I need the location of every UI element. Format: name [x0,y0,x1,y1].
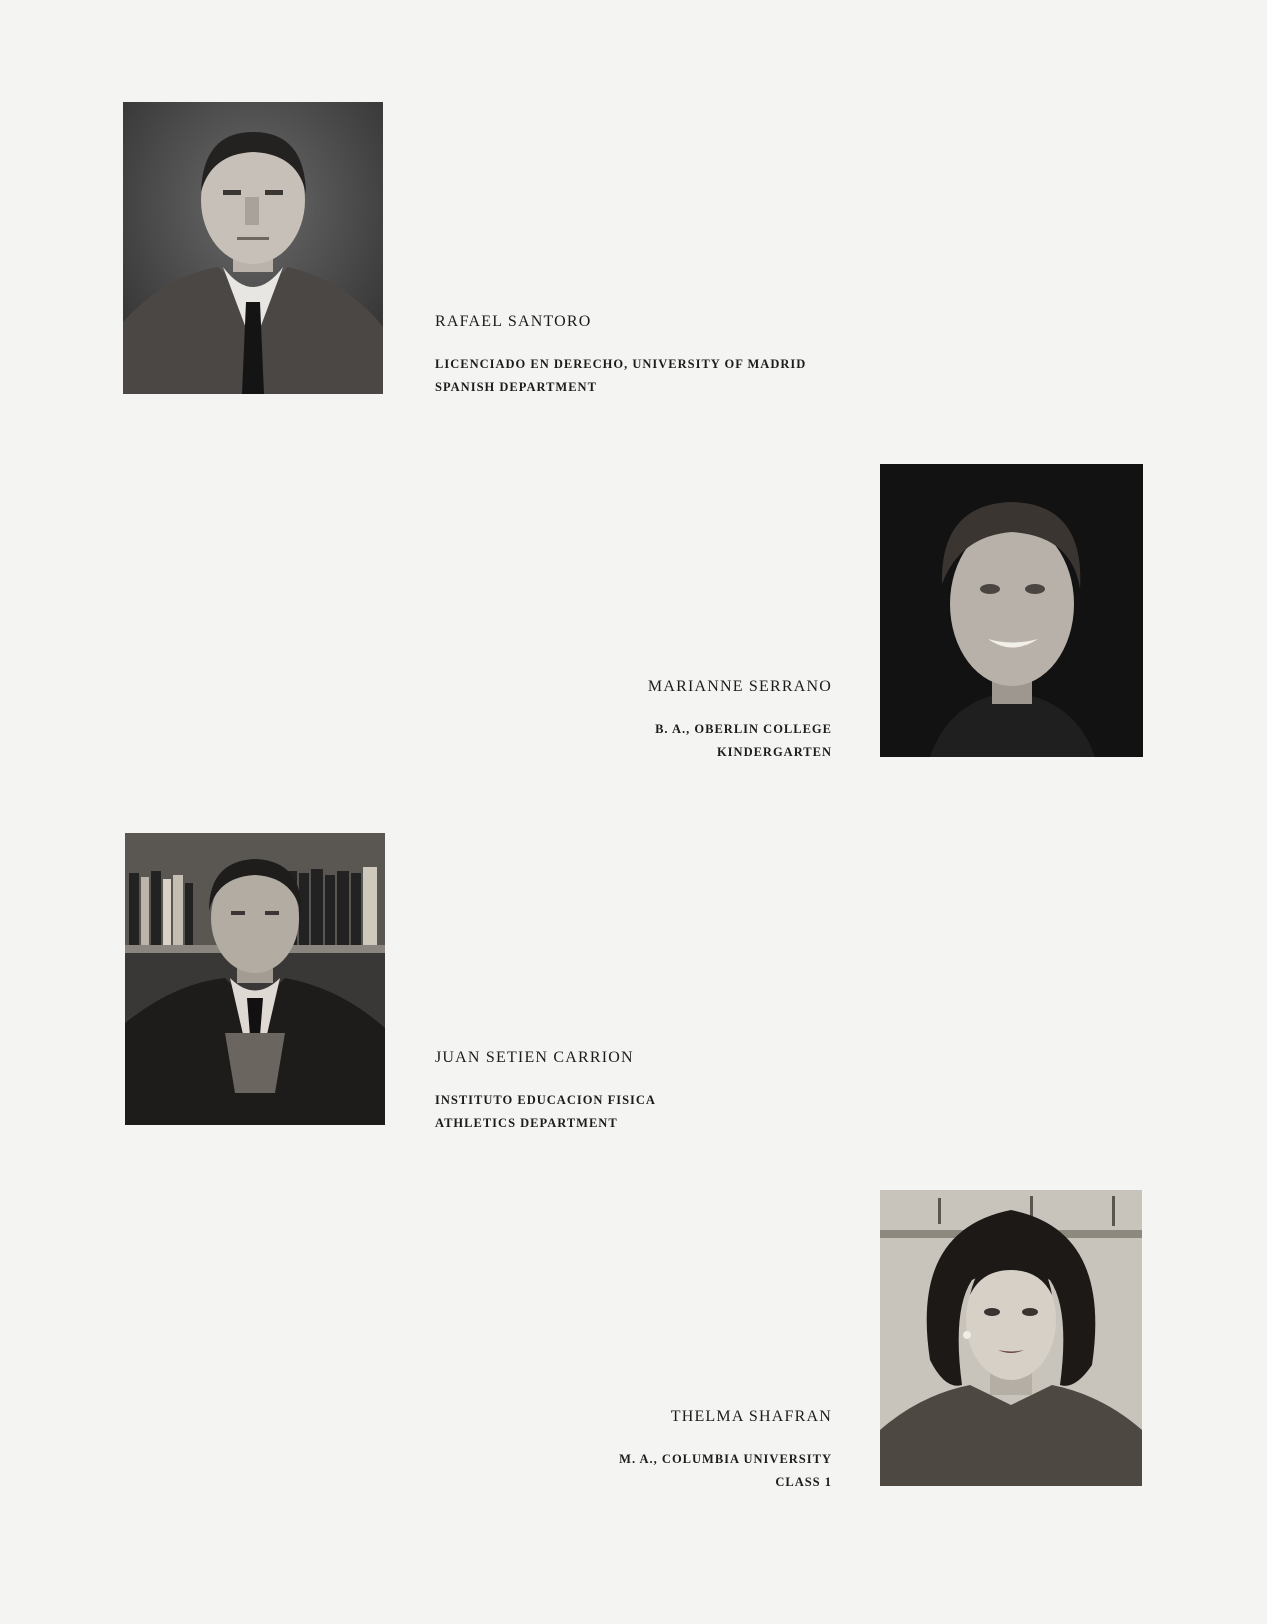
portrait-man-icon [123,102,383,394]
faculty-entry-thelma-shafran [619,1408,832,1494]
faculty-department: SPANISH DEPARTMENT [435,380,597,394]
portrait-photo-rafael-santoro [123,102,383,394]
faculty-department: CLASS 1 [775,1475,832,1489]
faculty-department: KINDERGARTEN [716,745,832,759]
faculty-entry-marianne-serrano [648,678,832,764]
portrait-man-bookshelf-icon [125,833,385,1125]
faculty-department: ATHLETICS DEPARTMENT [435,1116,618,1130]
faculty-name: MARIANNE SERRANO [647,678,832,695]
faculty-name: RAFAEL SANTORO [435,313,592,330]
portrait-woman-icon [880,464,1143,757]
faculty-name: THELMA SHAFRAN [670,1408,832,1425]
portrait-photo-juan-setien-carrion [125,833,385,1125]
faculty-degree: M. A., COLUMBIA UNIVERSITY [619,1452,832,1466]
faculty-entry-juan-setien-carrion [435,1049,656,1135]
portrait-woman-classroom-icon [880,1190,1142,1486]
portrait-photo-thelma-shafran [880,1190,1142,1486]
faculty-degree: INSTITUTO EDUCACION FISICA [435,1093,656,1107]
faculty-entry-rafael-santoro [435,313,806,399]
faculty-degree: B. A., OBERLIN COLLEGE [655,722,832,736]
faculty-degree: LICENCIADO EN DERECHO, UNIVERSITY OF MADRID [435,357,807,371]
faculty-name: JUAN SETIEN CARRION [435,1049,634,1066]
portrait-photo-marianne-serrano [880,464,1143,757]
